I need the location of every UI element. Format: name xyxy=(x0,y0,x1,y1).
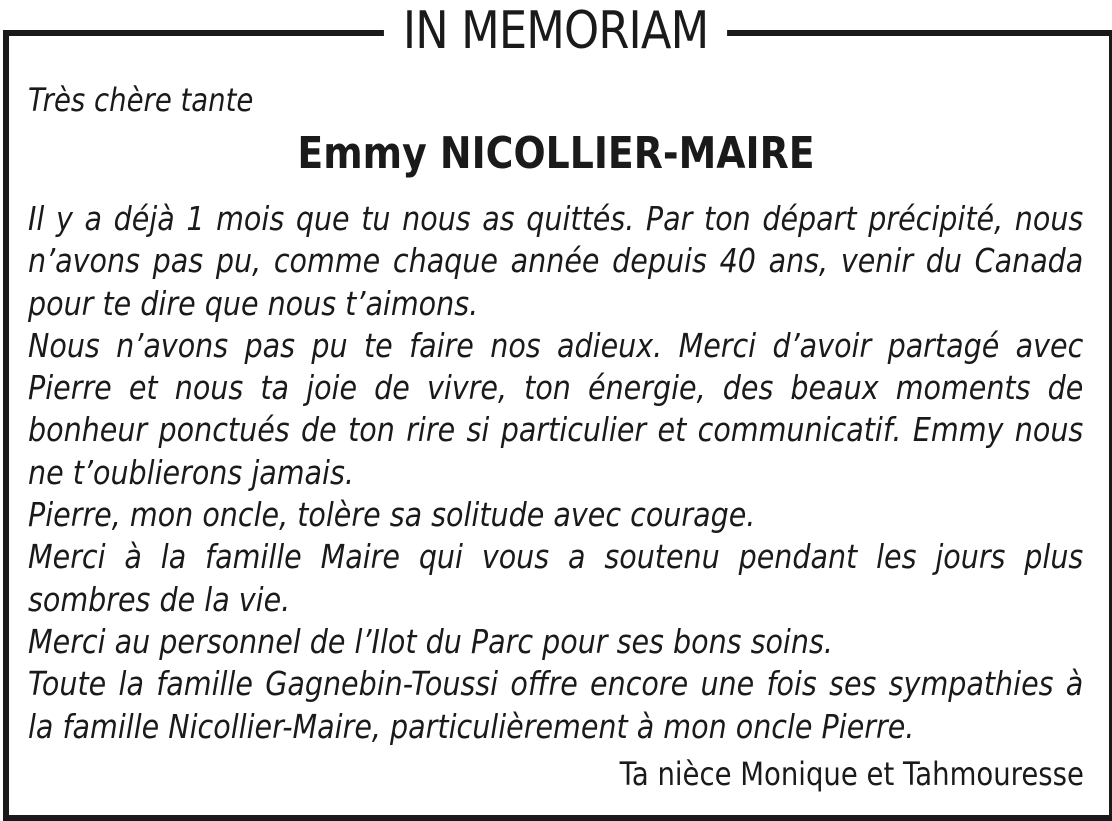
signature: Ta nièce Monique et Tahmouresse xyxy=(619,755,1084,793)
paragraph: Nous n’avons pas pu te faire nos adieux. Merci d’avoir partagé avec Pierre et nous ta joie de vivre, ton énergie, des beaux moments de bonheur ponctués de ton rire si particulier et communicatif. Emmy nous ne t’oublierons jamais. xyxy=(28,325,1084,492)
message-body xyxy=(28,198,1083,748)
notice-title: IN MEMORIAM xyxy=(384,0,727,62)
paragraph: Merci à la famille Maire qui vous a soutenu pendant les jours plus sombres de la vie. xyxy=(28,537,1084,619)
deceased-name: Emmy NICOLLIER-MAIRE xyxy=(297,128,815,179)
header xyxy=(0,0,1112,64)
paragraph: Merci au personnel de l’Ilot du Parc pour ses bons soins. xyxy=(28,621,833,661)
paragraph: Toute la famille Gagnebin-Toussi offre encore une fois ses sympathies à la famille Nicollier-Maire, particulièrement à mon oncle Pierre. xyxy=(28,664,1084,746)
paragraph: Il y a déjà 1 mois que tu nous as quittés. Par ton départ précipité, nous n’avons pas pu, comme chaque année depuis 40 ans, venir du Canada pour te dire que nous t’aimons. xyxy=(28,199,1084,323)
paragraph: Pierre, mon oncle, tolère sa solitude avec courage. xyxy=(28,495,756,535)
greeting: Très chère tante xyxy=(28,81,254,119)
